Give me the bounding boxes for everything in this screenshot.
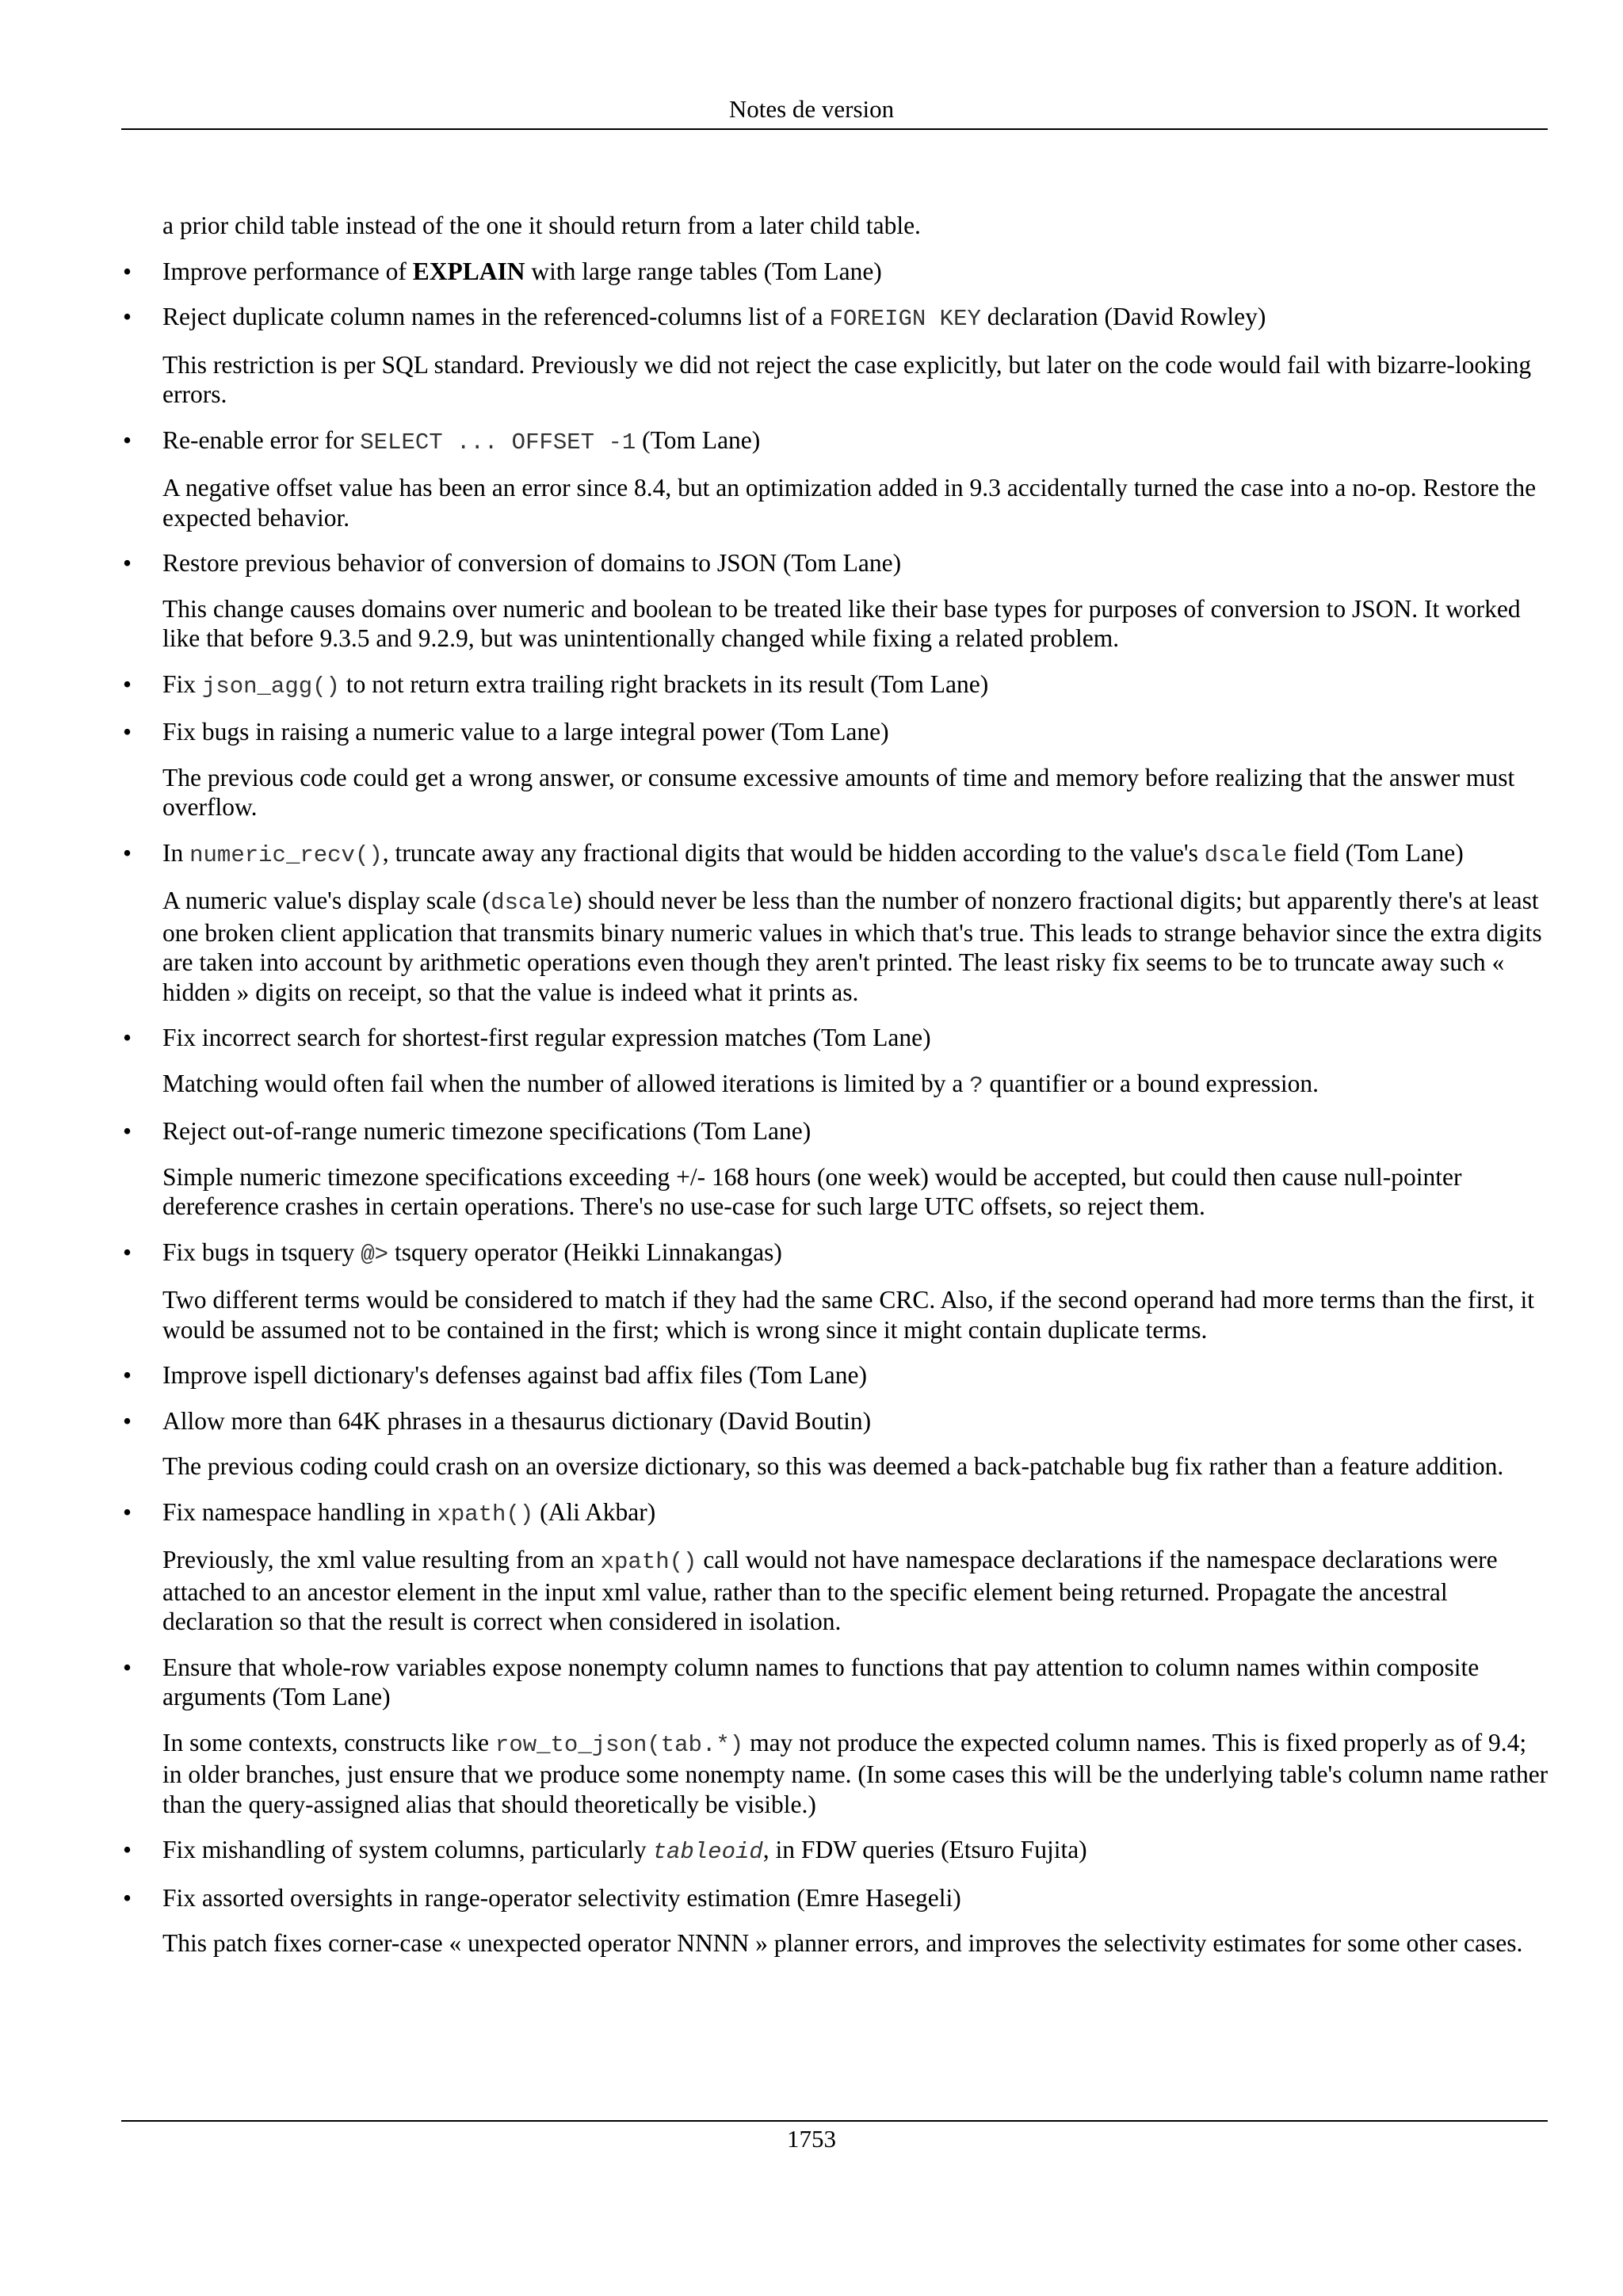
list-item (0, 1883, 1623, 1958)
code-literal: row_to_json(tab.*) (495, 1731, 744, 1758)
item-description: The previous coding could crash on an oversize dictionary, so this was deemed a back-patchable bug fix rather than a feature addition. (162, 1452, 1504, 1480)
code-literal: FOREIGN KEY (829, 306, 981, 332)
item-description: The previous code could get a wrong answer, or consume excessive amounts of time and memory before realizing that the answer must overflow. (162, 763, 1515, 821)
list-item (0, 1835, 1623, 1867)
item-title: • Reject duplicate column names in the referenced-columns list of a FOREIGN KEY declaration (David Rowley) (123, 303, 1266, 332)
bullet-icon: • (123, 1836, 132, 1863)
bullet-icon: • (123, 1653, 132, 1681)
item-title: • Ensure that whole-row variables expose nonempty column names to functions that pay attention to column names within composite arguments (Tom Lane) (123, 1653, 1480, 1711)
item-description: In some contexts, constructs like row_to_json(tab.*) may not produce the expected column names. This is fixed properly as of 9.4; in older branches, just ensure that we produce some nonempty name. (In some cases this will be the underlying table's column name rather than the query-assigned alias that should theoretically be visible.) (162, 1728, 1549, 1818)
code-literal: SELECT ... OFFSET -1 (360, 429, 636, 456)
bullet-icon: • (123, 1406, 132, 1435)
item-title: • In numeric_recv(), truncate away any fractional digits that would be hidden according to the value's dscale field (Tom Lane) (123, 838, 1464, 868)
item-description: This patch fixes corner-case « unexpected operator NNNN » planner errors, and improves the selectivity estimates for some other cases. (162, 1929, 1523, 1957)
release-notes-body (0, 211, 1623, 1974)
item-title: • Restore previous behavior of conversion of domains to JSON (Tom Lane) (123, 549, 902, 577)
bullet-icon: • (123, 1024, 132, 1051)
code-literal: @> (361, 1241, 389, 1268)
bullet-icon: • (123, 1497, 132, 1526)
bullet-icon: • (123, 838, 132, 867)
bullet-icon: • (123, 718, 132, 746)
item-title: • Fix bugs in tsquery @> tsquery operator (Heikki Linnakangas) (123, 1238, 782, 1268)
bullet-icon: • (123, 425, 132, 454)
item-title: • Allow more than 64K phrases in a thesaurus dictionary (David Boutin) (123, 1406, 872, 1435)
list-item (0, 302, 1623, 410)
item-description: This restriction is per SQL standard. Previously we did not reject the case explicitly, but later on the code would fail with bizarre-looking errors. (162, 350, 1532, 408)
list-item (0, 548, 1623, 654)
code-literal: xpath() (600, 1549, 697, 1575)
code-literal: dscale (491, 890, 574, 916)
code-literal: json_agg() (201, 673, 340, 700)
list-item (0, 838, 1623, 1008)
bullet-icon: • (123, 1361, 132, 1389)
list-item (0, 425, 1623, 533)
continued-paragraph: a prior child table instead of the one it should return from a later child table. (162, 212, 921, 239)
item-description: Previously, the xml value resulting from an xpath() call would not have namespace declarations if the namespace declarations were attached to an ancestor element in the input xml value, rather than to the specific element being returned. Propagate the ancestral declaration so that the result is correct when considered in isolation. (162, 1546, 1498, 1635)
code-literal: xpath() (437, 1501, 534, 1527)
item-description: This change causes domains over numeric and boolean to be treated like their base types for purposes of conversion to JSON. It worked like that before 9.3.5 and 9.2.9, but was unintentionally changed while fixing a related problem. (162, 594, 1521, 652)
item-description: A numeric value's display scale (dscale) should never be less than the number of nonzero fractional digits; but apparently there's at least one broken client application that transmits binary numeric values in which that's true. This leads to strange behavior since the extra digits are taken into account by arithmetic operations even though they aren't printed. The least risky fix seems to be to truncate away such « hidden » digits on receipt, so that the value is indeed what it prints as. (162, 887, 1542, 1006)
list-item (0, 1497, 1623, 1637)
bullet-icon: • (123, 303, 132, 330)
item-title: • Re-enable error for SELECT ... OFFSET -1 (Tom Lane) (123, 425, 761, 456)
list-item (0, 257, 1623, 287)
list-item (0, 1116, 1623, 1222)
item-title: • Fix assorted oversights in range-operator selectivity estimation (Emre Hasegeli) (123, 1883, 961, 1912)
bullet-icon: • (123, 257, 132, 285)
list-item (0, 1360, 1623, 1390)
list-item (0, 669, 1623, 702)
command-name: EXPLAIN (412, 257, 525, 285)
bullet-icon: • (123, 669, 132, 698)
item-description: A negative offset value has been an error since 8.4, but an optimization added in 9.3 accidentally turned the case into a no-op. Restore the expected behavior. (162, 474, 1537, 532)
list-item (0, 717, 1623, 822)
list-item (0, 1238, 1623, 1345)
code-literal: ? (969, 1072, 983, 1099)
item-title: • Fix namespace handling in xpath() (Ali Akbar) (123, 1497, 656, 1527)
code-literal: tableoid (652, 1839, 763, 1865)
list-item (0, 1023, 1623, 1100)
bullet-icon: • (123, 1117, 132, 1145)
code-literal: numeric_recv() (189, 841, 383, 868)
list-item (0, 1406, 1623, 1482)
code-literal: dscale (1204, 841, 1288, 868)
item-description: Simple numeric timezone specifications exceeding +/- 168 hours (one week) would be accepted, but could then cause null-pointer dereference crashes in certain operations. There's no use-case for such large UTC offsets, so reject them. (162, 1162, 1462, 1220)
header-rule (121, 128, 1548, 130)
item-title: • Fix json_agg() to not return extra trailing right brackets in its result (Tom Lane) (123, 669, 989, 700)
item-title: • Fix mishandling of system columns, particularly tableoid, in FDW queries (Etsuro Fujita) (123, 1836, 1087, 1865)
item-title: • Reject out-of-range numeric timezone specifications (Tom Lane) (123, 1117, 812, 1145)
running-header: Notes de version (728, 95, 895, 123)
item-title: • Improve ispell dictionary's defenses against bad affix files (Tom Lane) (123, 1361, 867, 1389)
item-title: • Improve performance of EXPLAIN with large range tables (Tom Lane) (123, 257, 882, 285)
footer-rule (121, 2120, 1548, 2122)
item-description: Two different terms would be considered to match if they had the same CRC. Also, if the second operand had more terms than the first, it would be assumed not to be contained in the first; which is wrong since it might contain duplicate terms. (162, 1286, 1535, 1344)
bullet-icon: • (123, 1883, 132, 1912)
item-description: Matching would often fail when the number of allowed iterations is limited by a ? quantifier or a bound expression. (162, 1069, 1319, 1099)
bullet-icon: • (123, 549, 132, 577)
page-number: 1753 (787, 2125, 836, 2153)
item-title: • Fix incorrect search for shortest-first regular expression matches (Tom Lane) (123, 1024, 931, 1051)
list-item (0, 1653, 1623, 1820)
item-title: • Fix bugs in raising a numeric value to a large integral power (Tom Lane) (123, 718, 889, 746)
bullet-icon: • (123, 1238, 132, 1266)
